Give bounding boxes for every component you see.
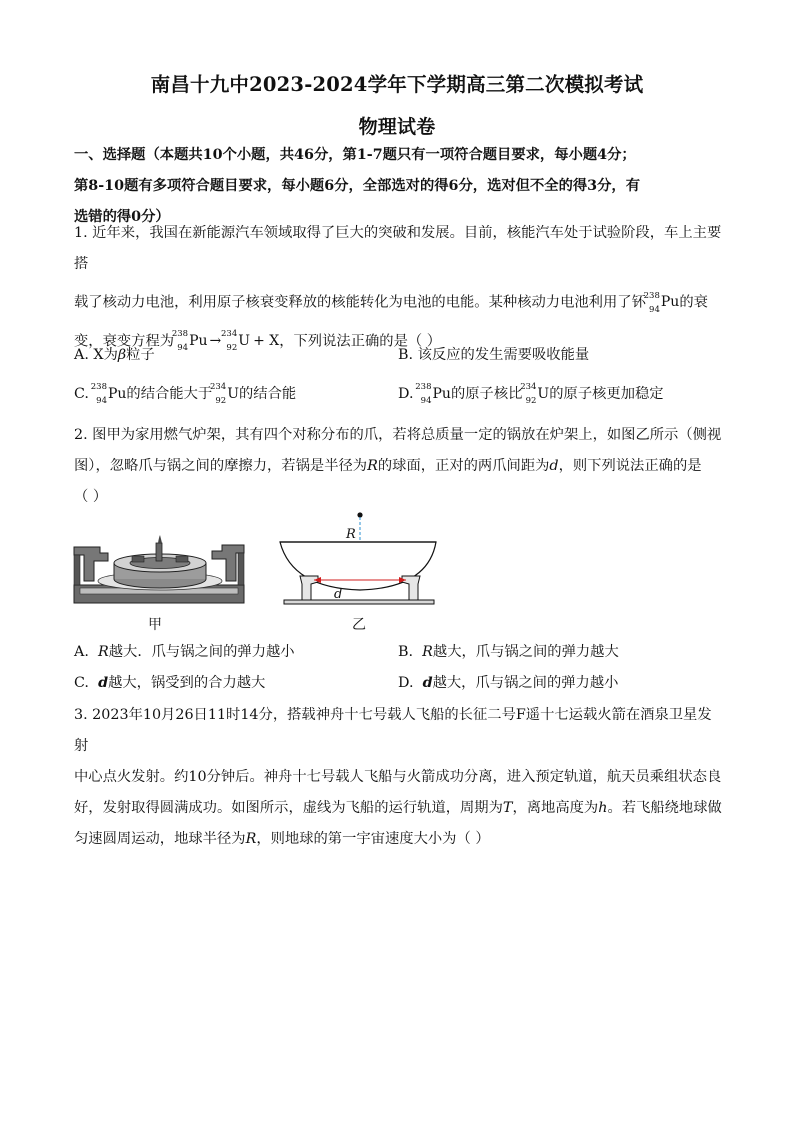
q1-line-3-text: 变，衰变方程为 <box>74 333 175 349</box>
equation-plus-x: + X <box>253 332 280 349</box>
caption-jia: 甲 <box>148 617 162 633</box>
q1-option-c[interactable]: C. 238 94 Pu的结合能大于 234 92 U的结合能 <box>74 382 297 406</box>
section-line-1: 一、选择题（本题共10个小题，共46分，第1-7题只有一项符合题目要求，每小题4分； <box>74 147 636 163</box>
equation-pu: 238 94 <box>171 329 189 353</box>
page-title: 南昌十九中2023-2024学年下学期高三第二次模拟考试 <box>150 73 644 96</box>
caption-yi: 乙 <box>352 617 366 633</box>
sphere-center-dot <box>357 512 362 517</box>
q1-line-1: 1. 近年来，我国在新能源汽车领域取得了巨大的突破和发展。目前，核能汽车处于试验阶段，车上主要搭 <box>74 225 722 272</box>
stove-figure-jia <box>72 535 252 610</box>
q2-line-3: （ ） <box>74 489 108 505</box>
q1-option-d[interactable]: D. 238 94 Pu的原子核比 234 92 U的原子核更加稳定 <box>398 382 664 406</box>
q2-line-2: 图），忽略爪与锅之间的摩擦力，若锅是半径为R的球面，正对的两爪间距为d，则下列说法正确的是 <box>74 458 702 474</box>
equation-u: 234 92 <box>221 329 238 353</box>
pu-nuclide: 238 94 <box>643 290 660 315</box>
q1-line-2 <box>74 287 722 319</box>
question-1 <box>74 218 722 357</box>
q1-line-2-text: 载了核动力电池，利用原子核衰变释放的核能转化为电池的电能。某种核动力电池利用了钚 <box>74 294 646 311</box>
pu-symbol: Pu <box>660 294 680 310</box>
page-subtitle: 物理试卷 <box>358 116 436 138</box>
section-line-2: 第8-10题有多项符合题目要求，每小题6分，全部选对的得6分，选对但不全的得3分，有 <box>74 178 641 194</box>
q3-line-1: 3. 2023年10月26日11时14分，搭载神舟十七号载人飞船的长征二号F遥十七运载火箭在酒泉卫星发射 <box>74 707 712 754</box>
q1-option-b[interactable]: B. 该反应的发生需要吸收能量 <box>398 347 590 363</box>
q2-option-a[interactable]: A. R越大．爪与锅之间的弹力越小 <box>74 644 295 660</box>
q2-option-d[interactable]: D. d越大，爪与锅之间的弹力越小 <box>398 675 619 691</box>
q1-option-a[interactable]: A. X为β粒子 <box>74 347 155 363</box>
figure-label-r: R <box>346 527 356 542</box>
q2-option-c[interactable]: C. d越大，锅受到的合力越大 <box>74 675 266 691</box>
q2-option-b[interactable]: B. R越大，爪与锅之间的弹力越大 <box>398 644 619 660</box>
equation-pu-symbol: Pu <box>189 332 208 349</box>
q1-line-3-end: ，下列说法正确的是（ ） <box>279 333 442 349</box>
q3-line-4: 匀速圆周运动，地球半径为R，则地球的第一宇宙速度大小为（ ） <box>74 831 490 847</box>
pot-figure-yi <box>278 508 443 610</box>
q2-line-1: 2. 图甲为家用燃气炉架，其有四个对称分布的爪，若将总质量一定的锅放在炉架上，如图乙所示（侧视 <box>74 427 722 443</box>
question-3 <box>74 700 722 855</box>
equation-u-symbol: U <box>238 332 251 349</box>
q1-line-2-end: 的衰 <box>679 294 708 311</box>
q3-line-2: 中心点火发射。约10分钟后。神舟十七号载人飞船与火箭成功分离，进入预定轨道，航天员乘组状态良 <box>74 769 722 785</box>
section-line-3: 选错的得0分） <box>74 209 170 225</box>
question-2 <box>74 420 722 513</box>
q3-line-3: 好，发射取得圆满成功。如图所示，虚线为飞船的运行轨道，周期为T，离地高度为h。若飞船绕地球做 <box>74 800 722 816</box>
figure-label-d: d <box>334 587 343 602</box>
decay-arrow: → <box>209 332 222 349</box>
